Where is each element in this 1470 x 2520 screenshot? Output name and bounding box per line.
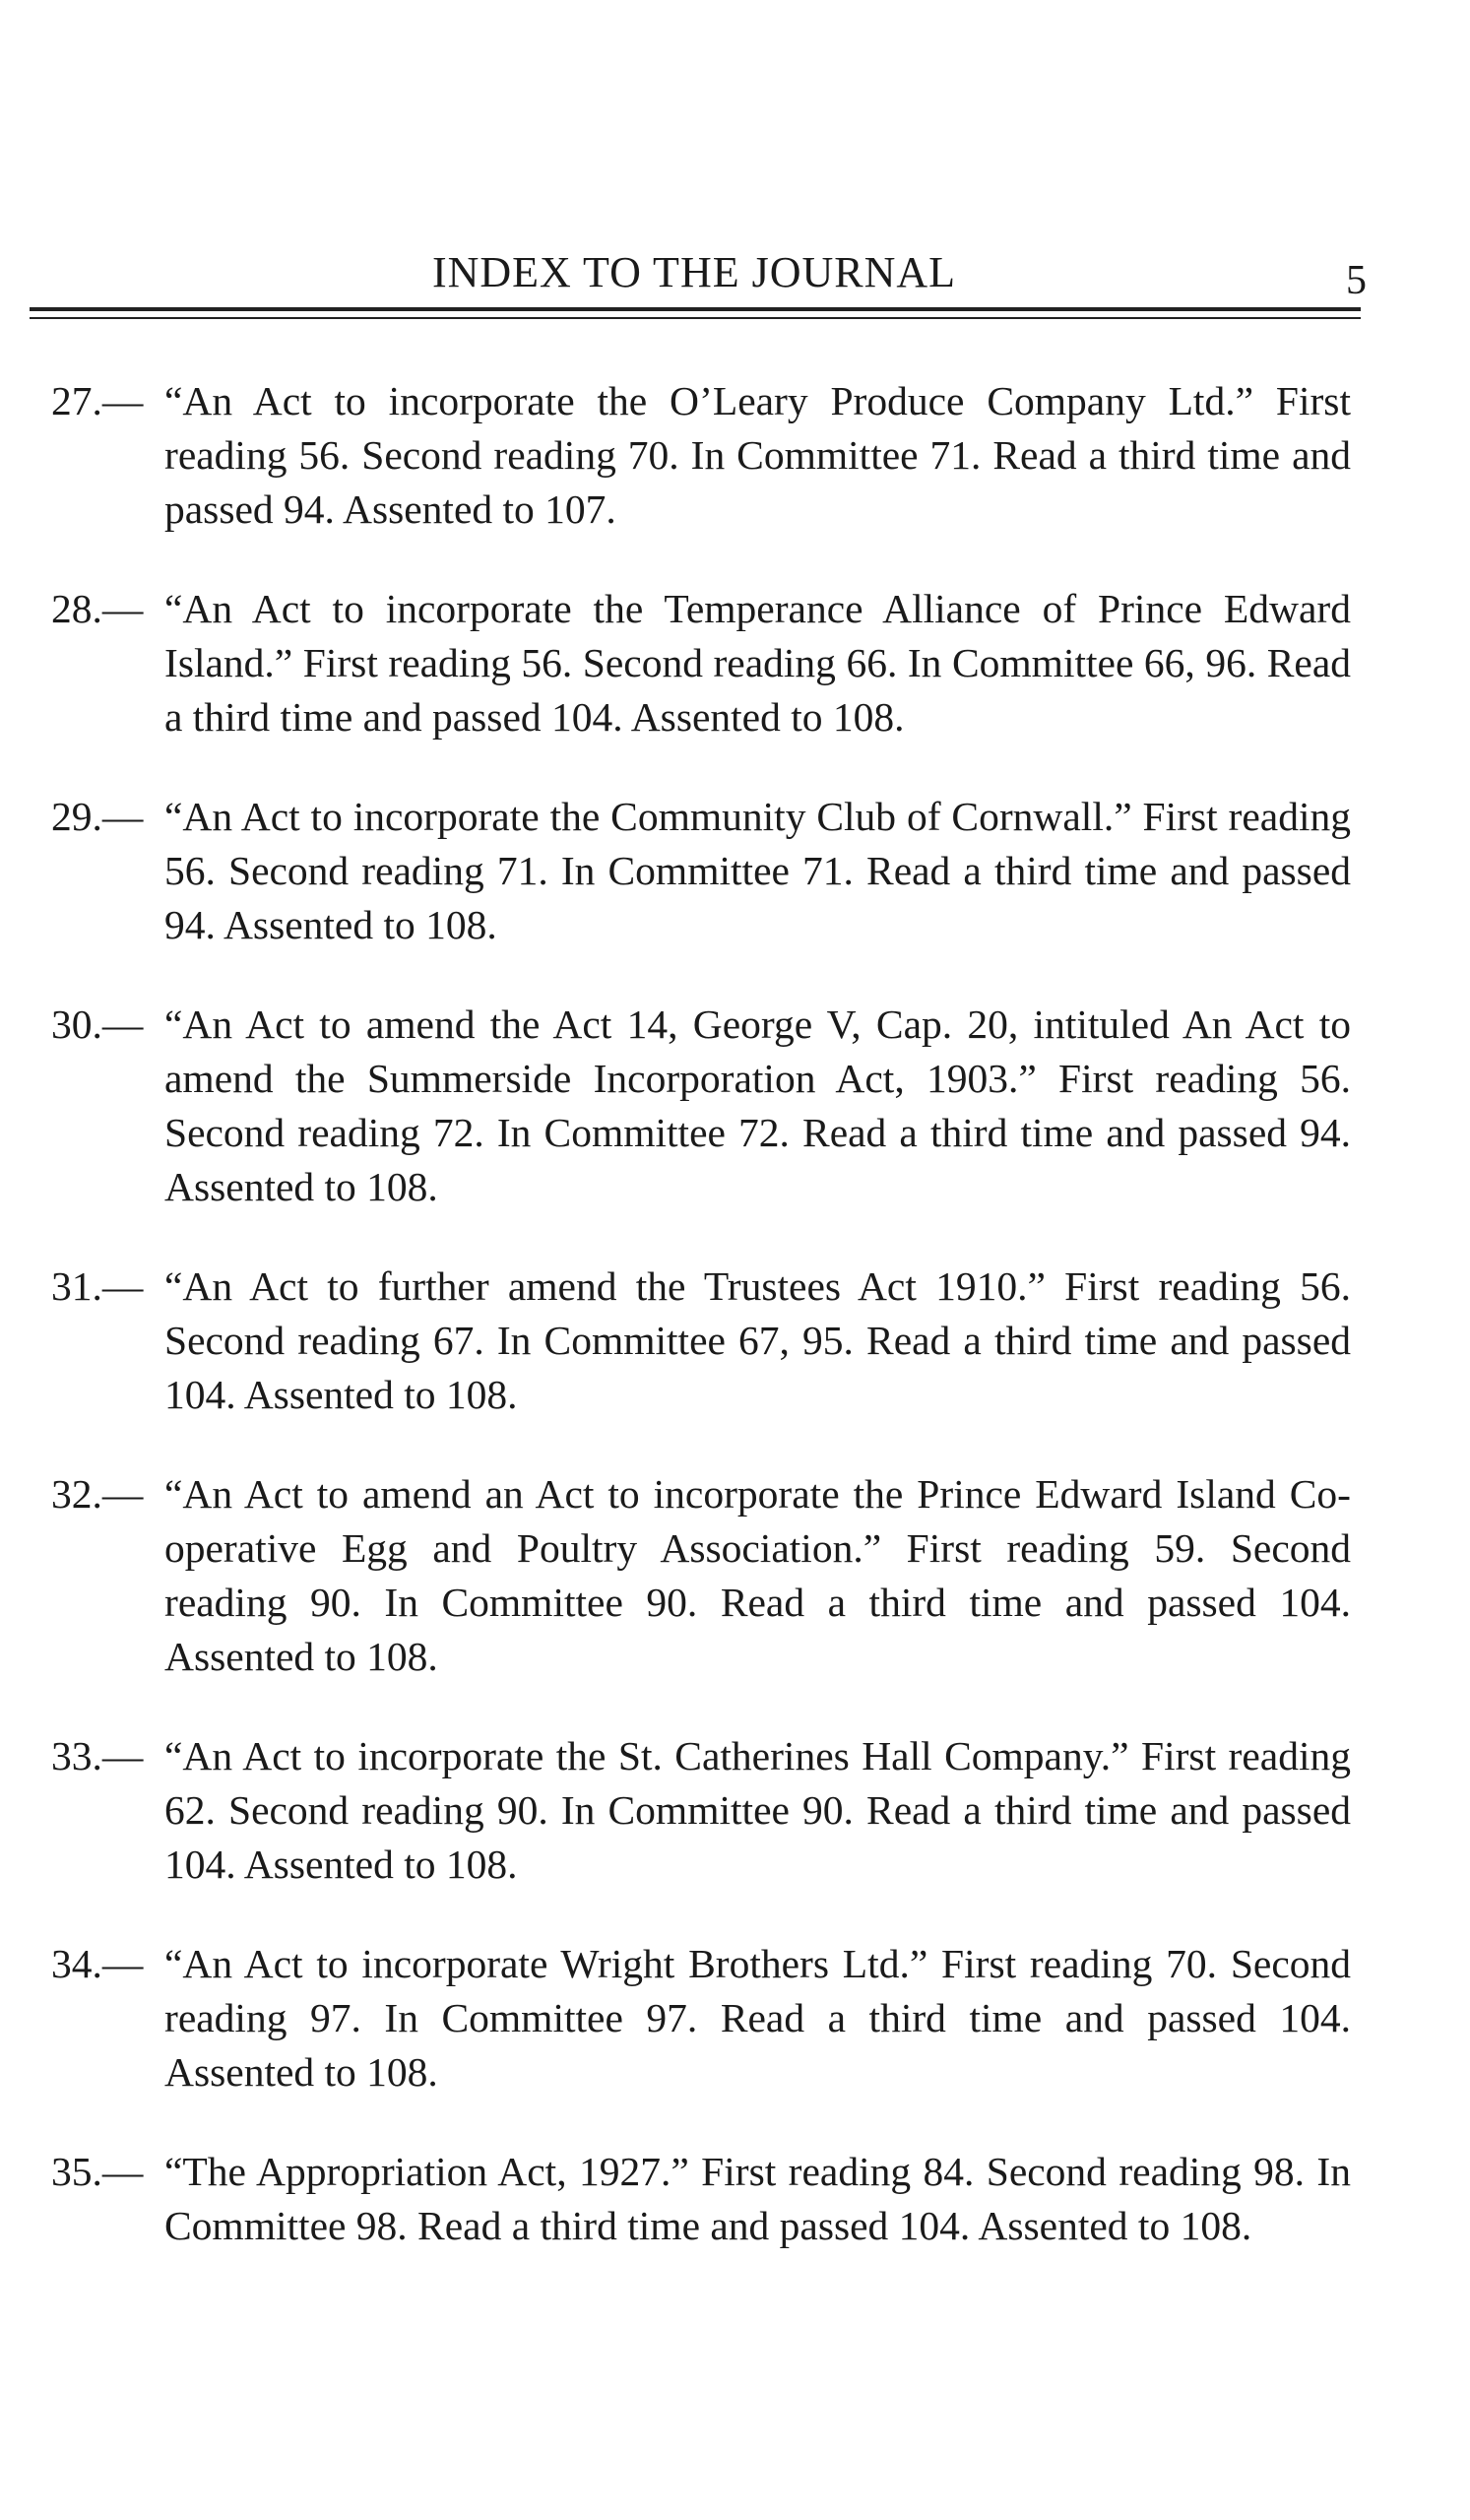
entry-text: “An Act to incorporate the St. Catherines Hall Company.” First reading 62. Second reading 90. In Committee 90. Read a third time and passed 104. Assented to 108. xyxy=(164,1733,1351,1887)
index-entry-29 xyxy=(51,790,1351,952)
entry-text: “An Act to amend the Act 14, George V, Cap. 20, intituled An Act to amend the Summerside Incorporation Act, 1903.” First reading 56. Second reading 72. In Committee 72. Read a third time and passed 94. Assented to 108. xyxy=(164,1002,1351,1209)
entry-number: 28.— xyxy=(51,586,144,631)
entry-number: 31.— xyxy=(51,1263,144,1309)
entry-text: “An Act to incorporate the Community Club of Cornwall.” First reading 56. Second reading 71. In Committee 71. Read a third time and passed 94. Assented to 108. xyxy=(164,794,1351,947)
entry-number: 34.— xyxy=(51,1941,144,1986)
index-entry-35 xyxy=(51,2145,1351,2253)
entry-text: “An Act to incorporate Wright Brothers Ltd.” First reading 70. Second reading 97. In Committee 97. Read a third time and passed 104. Assented to 108. xyxy=(164,1941,1351,2095)
header-rule-bottom xyxy=(30,317,1361,319)
index-entry-33 xyxy=(51,1729,1351,1892)
entry-text: “An Act to incorporate the O’Leary Produce Company Ltd.” First reading 56. Second reading 70. In Committee 71. Read a third time and passed 94. Assented to 107. xyxy=(164,378,1351,532)
page-title: INDEX TO THE JOURNAL xyxy=(431,248,957,296)
entry-number: 33.— xyxy=(51,1733,144,1778)
header-rule-top xyxy=(30,307,1361,311)
index-entry-32 xyxy=(51,1467,1351,1684)
page-number: 5 xyxy=(1346,258,1367,303)
entry-text: “An Act to amend an Act to incorporate the Prince Edward Island Co-operative Egg and Poultry Association.” First reading 59. Second reading 90. In Committee 90. Read a third time and passed 104. Assented to 108. xyxy=(164,1471,1351,1679)
index-entry-34 xyxy=(51,1937,1351,2100)
entry-number: 30.— xyxy=(51,1002,144,1047)
entry-number: 32.— xyxy=(51,1471,144,1517)
page-header xyxy=(30,248,1367,303)
entry-number: 35.— xyxy=(51,2149,144,2194)
entry-text: “An Act to further amend the Trustees Act 1910.” First reading 56. Second reading 67. In Committee 67, 95. Read a third time and passed 104. Assented to 108. xyxy=(164,1263,1351,1417)
entry-number: 27.— xyxy=(51,378,144,423)
entry-text: “The Appropriation Act, 1927.” First reading 84. Second reading 98. In Committee 98. Read a third time and passed 104. Assented to 108. xyxy=(164,2149,1351,2248)
index-entries xyxy=(51,374,1351,2298)
entry-number: 29.— xyxy=(51,794,144,839)
index-entry-31 xyxy=(51,1260,1351,1422)
index-entry-28 xyxy=(51,582,1351,744)
index-entry-30 xyxy=(51,998,1351,1214)
entry-text: “An Act to incorporate the Temperance Alliance of Prince Edward Island.” First reading 56. Second reading 66. In Committee 66, 96. Read a third time and passed 104. Assented to 108. xyxy=(164,586,1351,740)
index-entry-27 xyxy=(51,374,1351,537)
